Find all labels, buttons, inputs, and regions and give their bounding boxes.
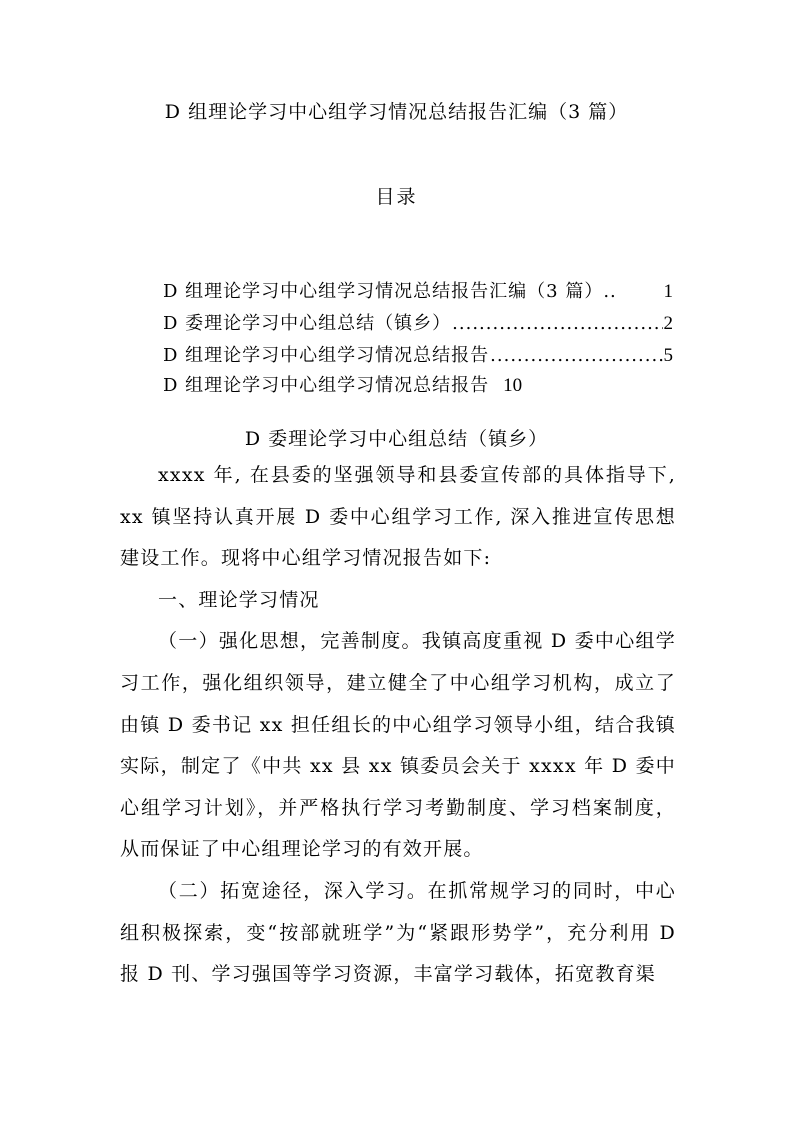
toc-leader-dots [490, 340, 662, 372]
intro-paragraph: xxxx 年, 在县委的坚强领导和县委宣传部的具体指导下, xx 镇坚持认真开展 D 委中心组学习工作, 深入推进宣传思想建设工作。现将中心组学习情况报告如下: [120, 464, 676, 570]
toc-entry-page: 2 [663, 313, 673, 334]
subheading: 一、理论学习情况 [158, 588, 320, 611]
toc-entry[interactable] [163, 276, 673, 308]
section-title: D 委理论学习中心组总结（镇乡） [244, 428, 549, 450]
toc-leader-dots [452, 308, 662, 340]
paragraph: （一）强化思想，完善制度。我镇高度重视 D 委中心组学习工作，强化组织领导，建立健全了中心组学习机构，成立了由镇 D 委书记 xx 担任组长的中心组学习领导小组，结合我镇实际，制定了《中共 xx 县 xx 镇委员会关于 xxxx 年 D 委中心组学习计划》，并严格执行学习考勤制度、学习档案制度，从而保证了中心组理论学习的有效开展。 [120, 630, 676, 861]
body-text [120, 455, 676, 996]
toc-entry[interactable] [163, 372, 673, 400]
toc-entry-title: D 组理论学习中心组学习情况总结报告 [163, 345, 490, 366]
paragraph: （二）拓宽途径，深入学习。在抓常规学习的同时，中心组积极探索，变“按部就班学”为“紧跟形势学”，充分利用 D 报 D 刊、学习强国等学习资源，丰富学习载体，拓宽教育渠 [120, 879, 676, 986]
toc-entry-title: D 组理论学习中心组学习情况总结报告汇编（3 篇）.. [163, 281, 617, 302]
toc-entry[interactable] [163, 340, 673, 372]
table-of-contents [163, 276, 673, 400]
document-title: D 组理论学习中心组学习情况总结报告汇编（3 篇） [164, 101, 629, 123]
toc-entry[interactable] [163, 308, 673, 340]
toc-entry-page: 10 [503, 375, 523, 396]
toc-heading: 目录 [375, 186, 418, 208]
toc-entry-title: D 组理论学习中心组学习情况总结报告 [163, 375, 490, 396]
toc-entry-page: 5 [663, 345, 673, 366]
toc-entry-title: D 委理论学习中心组总结（镇乡） [163, 313, 452, 334]
toc-entry-page: 1 [663, 281, 673, 302]
